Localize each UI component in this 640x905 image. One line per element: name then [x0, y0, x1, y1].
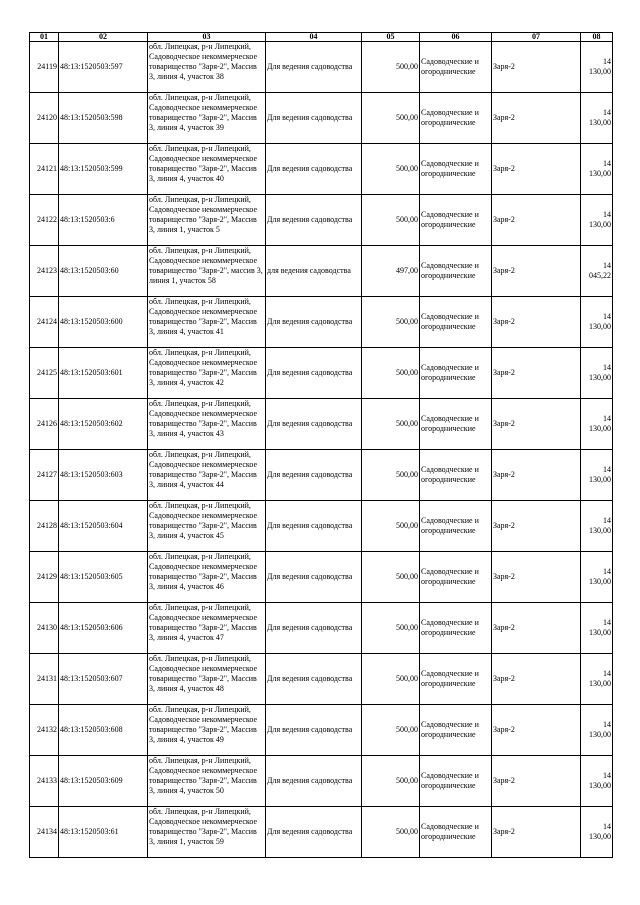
address-text: обл. Липецкая, р-н Липецкий, Садоводческое некоммерческое товарищество "Заря-2", Массив 3, линия 4, участок 40: [149, 144, 258, 183]
table-row: [30, 501, 613, 552]
cadastral-number-cell: 48:13:1520503:601: [59, 348, 148, 399]
category-cell: Садоводческие и огороднические: [420, 654, 492, 705]
land-use-cell: Для ведения садоводства: [266, 297, 362, 348]
value-cell: 14 130,00: [581, 42, 613, 93]
address-text: обл. Липецкая, р-н Липецкий, Садоводческое некоммерческое товарищество "Заря-2", Массив 3, линия 4, участок 39: [149, 93, 258, 132]
land-use-cell: Для ведения садоводства: [266, 705, 362, 756]
table-row: [30, 603, 613, 654]
column-header: 06: [420, 33, 492, 42]
table-row: [30, 807, 613, 858]
header-row: [30, 33, 613, 42]
area-cell: 500,00: [362, 705, 420, 756]
value-cell: 14 130,00: [581, 93, 613, 144]
table-row: [30, 705, 613, 756]
area-cell: 500,00: [362, 399, 420, 450]
land-use-cell: для ведения садоводства: [266, 246, 362, 297]
column-header: 08: [581, 33, 613, 42]
value-cell: 14 130,00: [581, 348, 613, 399]
land-use-cell: Для ведения садоводства: [266, 807, 362, 858]
cadastral-number-cell: 48:13:1520503:604: [59, 501, 148, 552]
table-row: [30, 246, 613, 297]
category-cell: Садоводческие и огороднические: [420, 93, 492, 144]
area-cell: 500,00: [362, 603, 420, 654]
row-number-cell: 24128: [30, 501, 59, 552]
area-cell: 500,00: [362, 552, 420, 603]
area-cell: 500,00: [362, 756, 420, 807]
column-header: 03: [148, 33, 266, 42]
area-cell: 500,00: [362, 501, 420, 552]
association-cell: Заря-2: [492, 144, 581, 195]
association-cell: Заря-2: [492, 246, 581, 297]
category-cell: Садоводческие и огороднические: [420, 195, 492, 246]
land-use-cell: Для ведения садоводства: [266, 552, 362, 603]
row-number-cell: 24133: [30, 756, 59, 807]
value-cell: 14 130,00: [581, 552, 613, 603]
cadastral-number-cell: 48:13:1520503:60: [59, 246, 148, 297]
land-use-cell: Для ведения садоводства: [266, 93, 362, 144]
category-cell: Садоводческие и огороднические: [420, 501, 492, 552]
category-cell: Садоводческие и огороднические: [420, 603, 492, 654]
address-text: обл. Липецкая, р-н Липецкий, Садоводческое некоммерческое товарищество "Заря-2", Массив 3, линия 4, участок 47: [149, 603, 258, 642]
association-cell: Заря-2: [492, 42, 581, 93]
cadastral-number-cell: 48:13:1520503:597: [59, 42, 148, 93]
cadastral-number-cell: 48:13:1520503:61: [59, 807, 148, 858]
address-cell: [148, 144, 266, 195]
land-use-cell: Для ведения садоводства: [266, 42, 362, 93]
table-row: [30, 195, 613, 246]
category-cell: Садоводческие и огороднические: [420, 246, 492, 297]
area-cell: 500,00: [362, 450, 420, 501]
land-use-cell: Для ведения садоводства: [266, 348, 362, 399]
address-text: обл. Липецкая, р-н Липецкий, Садоводческое некоммерческое товарищество "Заря-2", Массив 3, линия 1, участок 5: [149, 195, 258, 234]
column-header: 04: [266, 33, 362, 42]
address-text: обл. Липецкая, р-н Липецкий, Садоводческое некоммерческое товарищество "Заря-2", Массив 3, линия 4, участок 45: [149, 501, 258, 540]
column-header: 01: [30, 33, 59, 42]
area-cell: 500,00: [362, 195, 420, 246]
column-header: 07: [492, 33, 581, 42]
value-cell: 14 130,00: [581, 654, 613, 705]
cadastral-number-cell: 48:13:1520503:599: [59, 144, 148, 195]
association-cell: Заря-2: [492, 450, 581, 501]
cadastral-number-cell: 48:13:1520503:602: [59, 399, 148, 450]
category-cell: Садоводческие и огороднические: [420, 450, 492, 501]
land-use-cell: Для ведения садоводства: [266, 603, 362, 654]
column-header: 05: [362, 33, 420, 42]
association-cell: Заря-2: [492, 756, 581, 807]
association-cell: Заря-2: [492, 501, 581, 552]
land-use-cell: Для ведения садоводства: [266, 399, 362, 450]
value-cell: 14 130,00: [581, 195, 613, 246]
table-row: [30, 144, 613, 195]
cadastral-number-cell: 48:13:1520503:600: [59, 297, 148, 348]
association-cell: Заря-2: [492, 348, 581, 399]
address-text: обл. Липецкая, р-н Липецкий, Садоводческое некоммерческое товарищество "Заря-2", Массив 3, линия 4, участок 44: [149, 450, 258, 489]
address-cell: [148, 195, 266, 246]
category-cell: Садоводческие и огороднические: [420, 807, 492, 858]
category-cell: Садоводческие и огороднические: [420, 705, 492, 756]
cadastral-number-cell: 48:13:1520503:606: [59, 603, 148, 654]
association-cell: Заря-2: [492, 552, 581, 603]
value-cell: 14 130,00: [581, 501, 613, 552]
area-cell: 500,00: [362, 807, 420, 858]
row-number-cell: 24122: [30, 195, 59, 246]
address-text: обл. Липецкая, р-н Липецкий, Садоводческое некоммерческое товарищество "Заря-2", Массив 3, линия 4, участок 38: [149, 42, 258, 81]
address-text: обл. Липецкая, р-н Липецкий, Садоводческое некоммерческое товарищество "Заря-2", Массив 3, линия 4, участок 42: [149, 348, 258, 387]
row-number-cell: 24119: [30, 42, 59, 93]
row-number-cell: 24123: [30, 246, 59, 297]
row-number-cell: 24126: [30, 399, 59, 450]
row-number-cell: 24127: [30, 450, 59, 501]
table-row: [30, 348, 613, 399]
address-text: обл. Липецкая, р-н Липецкий, Садоводческое некоммерческое товарищество "Заря-2", Массив 3, линия 4, участок 46: [149, 552, 258, 591]
association-cell: Заря-2: [492, 195, 581, 246]
association-cell: Заря-2: [492, 399, 581, 450]
address-cell: [148, 501, 266, 552]
address-text: обл. Липецкая, р-н Липецкий, Садоводческое некоммерческое товарищество "Заря-2", Массив 3, линия 4, участок 50: [149, 756, 258, 795]
address-text: обл. Липецкая, р-н Липецкий, Садоводческое некоммерческое товарищество "Заря-2", массив 3, линия 1, участок 58: [149, 246, 263, 285]
table-row: [30, 42, 613, 93]
land-use-cell: Для ведения садоводства: [266, 144, 362, 195]
table-row: [30, 297, 613, 348]
address-text: обл. Липецкая, р-н Липецкий, Садоводческое некоммерческое товарищество "Заря-2", Массив 3, линия 4, участок 43: [149, 399, 258, 438]
area-cell: 500,00: [362, 348, 420, 399]
category-cell: Садоводческие и огороднические: [420, 756, 492, 807]
address-cell: [148, 297, 266, 348]
cadastral-number-cell: 48:13:1520503:603: [59, 450, 148, 501]
category-cell: Садоводческие и огороднические: [420, 348, 492, 399]
category-cell: Садоводческие и огороднические: [420, 42, 492, 93]
value-cell: 14 130,00: [581, 807, 613, 858]
address-cell: [148, 93, 266, 144]
address-cell: [148, 450, 266, 501]
category-cell: Садоводческие и огороднические: [420, 297, 492, 348]
row-number-cell: 24131: [30, 654, 59, 705]
land-use-cell: Для ведения садоводства: [266, 450, 362, 501]
area-cell: 497,00: [362, 246, 420, 297]
cadastral-number-cell: 48:13:1520503:605: [59, 552, 148, 603]
cadastral-number-cell: 48:13:1520503:608: [59, 705, 148, 756]
address-cell: [148, 654, 266, 705]
area-cell: 500,00: [362, 144, 420, 195]
land-use-cell: Для ведения садоводства: [266, 195, 362, 246]
address-text: обл. Липецкая, р-н Липецкий, Садоводческое некоммерческое товарищество "Заря-2", Массив 3, линия 4, участок 49: [149, 705, 258, 744]
row-number-cell: 24120: [30, 93, 59, 144]
cadastral-number-cell: 48:13:1520503:6: [59, 195, 148, 246]
address-cell: [148, 246, 266, 297]
land-use-cell: Для ведения садоводства: [266, 756, 362, 807]
category-cell: Садоводческие и огороднические: [420, 552, 492, 603]
address-cell: [148, 348, 266, 399]
area-cell: 500,00: [362, 42, 420, 93]
address-cell: [148, 42, 266, 93]
address-text: обл. Липецкая, р-н Липецкий, Садоводческое некоммерческое товарищество "Заря-2", Массив 3, линия 4, участок 48: [149, 654, 258, 693]
row-number-cell: 24121: [30, 144, 59, 195]
column-header: 02: [59, 33, 148, 42]
row-number-cell: 24132: [30, 705, 59, 756]
land-registry-table: [29, 32, 613, 858]
row-number-cell: 24129: [30, 552, 59, 603]
association-cell: Заря-2: [492, 93, 581, 144]
association-cell: Заря-2: [492, 807, 581, 858]
category-cell: Садоводческие и огороднические: [420, 399, 492, 450]
cadastral-number-cell: 48:13:1520503:598: [59, 93, 148, 144]
address-cell: [148, 807, 266, 858]
value-cell: 14 130,00: [581, 399, 613, 450]
value-cell: 14 130,00: [581, 756, 613, 807]
association-cell: Заря-2: [492, 654, 581, 705]
address-cell: [148, 603, 266, 654]
table-row: [30, 450, 613, 501]
value-cell: 14 130,00: [581, 603, 613, 654]
value-cell: 14 130,00: [581, 297, 613, 348]
address-cell: [148, 756, 266, 807]
address-cell: [148, 399, 266, 450]
association-cell: Заря-2: [492, 297, 581, 348]
address-text: обл. Липецкая, р-н Липецкий, Садоводческое некоммерческое товарищество "Заря-2", Массив 3, линия 4, участок 41: [149, 297, 258, 336]
row-number-cell: 24130: [30, 603, 59, 654]
cadastral-number-cell: 48:13:1520503:609: [59, 756, 148, 807]
land-use-cell: Для ведения садоводства: [266, 501, 362, 552]
land-use-cell: Для ведения садоводства: [266, 654, 362, 705]
address-text: обл. Липецкая, р-н Липецкий, Садоводческое некоммерческое товарищество "Заря-2", Массив 3, линия 1, участок 59: [149, 807, 258, 846]
table-row: [30, 654, 613, 705]
table-row: [30, 93, 613, 144]
association-cell: Заря-2: [492, 603, 581, 654]
row-number-cell: 24134: [30, 807, 59, 858]
row-number-cell: 24125: [30, 348, 59, 399]
address-cell: [148, 705, 266, 756]
area-cell: 500,00: [362, 654, 420, 705]
value-cell: 14 130,00: [581, 450, 613, 501]
value-cell: 14 130,00: [581, 144, 613, 195]
area-cell: 500,00: [362, 297, 420, 348]
category-cell: Садоводческие и огороднические: [420, 144, 492, 195]
address-cell: [148, 552, 266, 603]
value-cell: 14 130,00: [581, 705, 613, 756]
cadastral-number-cell: 48:13:1520503:607: [59, 654, 148, 705]
table-row: [30, 756, 613, 807]
association-cell: Заря-2: [492, 705, 581, 756]
table-row: [30, 399, 613, 450]
row-number-cell: 24124: [30, 297, 59, 348]
area-cell: 500,00: [362, 93, 420, 144]
value-cell: 14 045,22: [581, 246, 613, 297]
table-row: [30, 552, 613, 603]
